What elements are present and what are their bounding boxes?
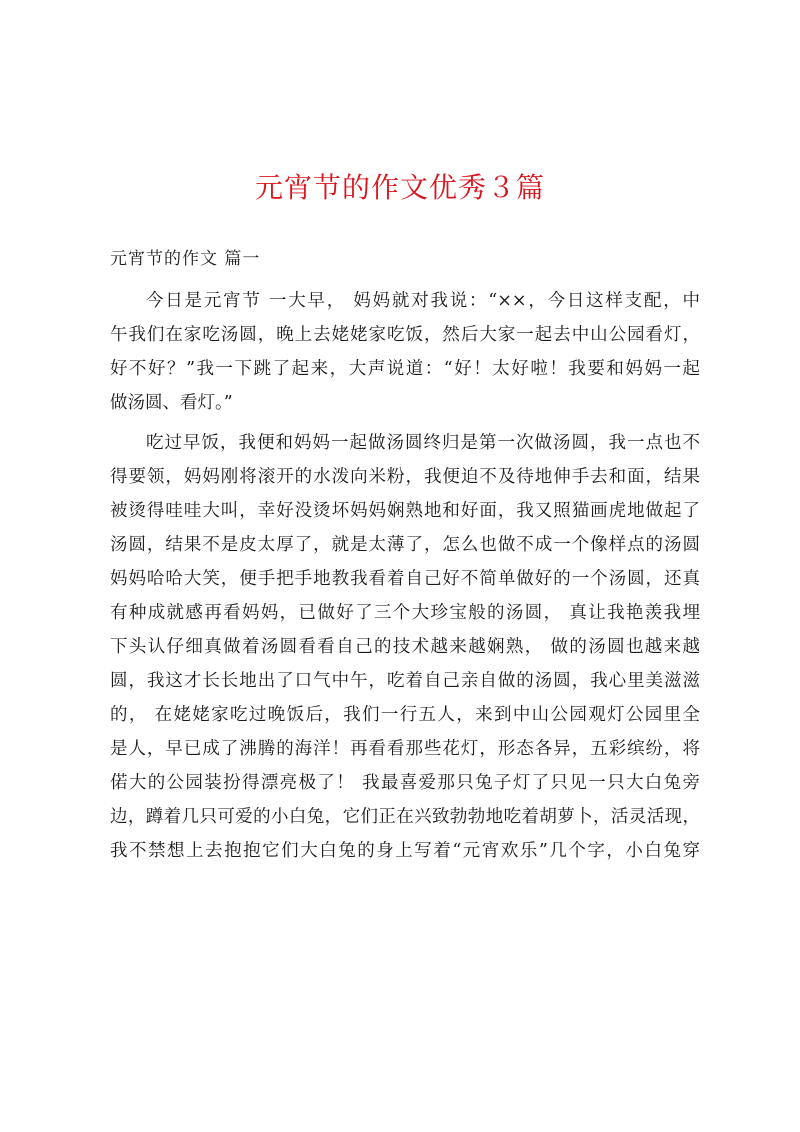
paragraph-1-line: 今日是元宵节 一大早， 妈妈就对我说：“××，今日这样支配，中 (146, 291, 700, 311)
paragraph-2-line: 圆，我这才长长地出了口气中午，吃着自己亲自做的汤圆，我心里美滋滋 (110, 671, 700, 691)
paragraph-2-line: 得要领，妈妈刚将滚开的水泼向米粉，我便迫不及待地伸手去和面，结果 (110, 467, 700, 487)
document-body (110, 284, 700, 868)
paragraph-2-line: 边，蹲着几只可爱的小白兔，它们正在兴致勃勃地吃着胡萝卜，活灵活现， (110, 807, 700, 827)
paragraph-2-line: 吃过早饭，我便和妈妈一起做汤圆终归是第一次做汤圆，我一点也不 (146, 433, 700, 453)
section-heading: 元宵节的作文 篇一 (110, 249, 261, 269)
paragraph-2-line: 下头认仔细真做着汤圆看看自己的技术越来越娴熟， 做的汤圆也越来越 (110, 637, 700, 657)
paragraph-2-line: 我不禁想上去抱抱它们大白兔的身上写着“元宵欢乐”几个字，小白兔穿 (110, 841, 700, 861)
paragraph-2-line: 被烫得哇哇大叫，幸好没烫坏妈妈娴熟地和好面，我又照猫画虎地做起了 (110, 501, 700, 521)
paragraph-2-line: 有种成就感再看妈妈，已做好了三个大珍宝般的汤圆， 真让我艳羡我埋 (110, 603, 700, 623)
document-title: 元宵节的作文优秀３篇 (254, 171, 545, 204)
paragraph-2-line: 妈妈哈哈大笑，便手把手地教我看着自己好不简单做好的一个汤圆，还真 (110, 569, 700, 589)
paragraph-1-line: 做汤圆、看灯。” (110, 393, 233, 413)
paragraph-2-line: 是人，早已成了沸腾的海洋！再看看那些花灯，形态各异，五彩缤纷，将 (110, 739, 700, 759)
paragraph-2-line: 汤圆，结果不是皮太厚了，就是太薄了，怎么也做不成一个像样点的汤圆 (110, 535, 700, 555)
paragraph-2-line: 的， 在姥姥家吃过晚饭后，我们一行五人，来到中山公园观灯公园里全 (110, 705, 700, 725)
paragraph-1-line: 好不好？”我一下跳了起来，大声说道：“好！太好啦！我要和妈妈一起 (110, 359, 700, 379)
paragraph-2-line: 偌大的公园装扮得漂亮极了！ 我最喜爱那只兔子灯了只见一只大白兔旁 (110, 773, 700, 793)
paragraph-1-line: 午我们在家吃汤圆，晚上去姥姥家吃饭，然后大家一起去中山公园看灯， (110, 325, 700, 345)
